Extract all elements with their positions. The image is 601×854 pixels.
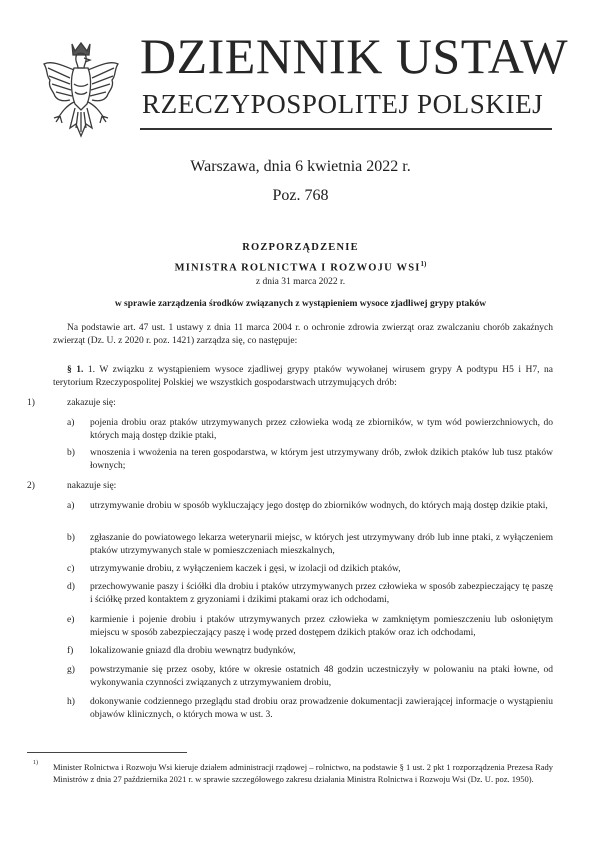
point-2-item-f: lokalizowanie gniazd dla drobiu wewnątrz budynków, bbox=[90, 646, 296, 656]
point-2-letter-d: d) bbox=[67, 582, 75, 592]
act-date: z dnia 31 marca 2022 r. bbox=[255, 277, 346, 287]
point-2-letter-e: e) bbox=[67, 615, 75, 625]
journal-title: DZIENNIK USTAW bbox=[140, 28, 569, 84]
point-2-letter-a: a) bbox=[67, 501, 75, 511]
point-2-letter-b: b) bbox=[67, 533, 75, 543]
point-2-item-h: dokonywanie codziennego przeglądu stad drobiu oraz prowadzenie dokumentacji zawierającej informacje o wystąpieniu objawów klinicznych, o których mowa w ust. 3. bbox=[90, 697, 553, 720]
footnote-mark: 1) bbox=[33, 760, 38, 766]
footnote-text: Minister Rolnictwa i Rozwoju Wsi kieruje działem administracji rządowej – rolnictwo, na podstawie § 1 ust. 2 pkt 1 rozporządzenia Prezesa Rady Ministrów z dnia 27 października 2021 r. w sprawie szczegółowego zakresu działania Ministra Rolnictwa i Rozwoju Wsi (Dz. U. poz. 1950). bbox=[53, 762, 553, 784]
point-2-item-c: utrzymywanie drobiu, z wyłączeniem kaczek i gęsi, w izolacji od dzikich ptaków, bbox=[90, 564, 401, 574]
point-2-item-b: zgłaszanie do powiatowego lekarza weterynarii miejsc, w których jest utrzymywany drób lub inne ptaki, z wyłączeniem ptaków utrzymywanych stale w pomieszczeniach mieszkalnych, bbox=[90, 533, 553, 556]
issue-date: Warszawa, dnia 6 kwietnia 2022 r. bbox=[190, 158, 411, 175]
section-1-intro-text: 1. W związku z wystąpieniem wysoce zjadliwej grypy ptaków wywołanej wirusem grypy A podtypu H5 i H7, na terytorium Rzeczypospolitej Polskiej we wszystkich gospodarstwach utrzymujących drób: bbox=[53, 365, 554, 388]
point-2-letter-f: f) bbox=[67, 646, 74, 656]
act-issuer-text: MINISTRA ROLNICTWA I ROZWOJU WSI bbox=[174, 262, 421, 274]
point-1-letter-b: b) bbox=[67, 448, 75, 458]
point-2-item-e: karmienie i pojenie drobiu i ptaków utrzymywanych przez człowieka w zamkniętym pomieszczeniu lub osłoniętym miejscu w sposób zabezpieczający paszę i wodę przed dostępem dzikich ptaków oraz ich odchodami, bbox=[90, 615, 553, 638]
footnote-divider bbox=[27, 752, 187, 753]
preamble-paragraph: Na podstawie art. 47 ust. 1 ustawy z dnia 11 marca 2004 r. o ochronie zdrowia zwierząt oraz zwalczaniu chorób zakaźnych zwierząt (Dz. U. z 2020 r. poz. 1421) zarządza się, co następuje: bbox=[53, 323, 553, 346]
point-2-label: nakazuje się: bbox=[67, 481, 117, 491]
point-1-item-b: wnoszenia i wwożenia na teren gospodarstwa, w którym jest utrzymywany drób, zwłok dzikich ptaków lub tusz ptaków łownych; bbox=[90, 448, 553, 471]
act-issuer-heading bbox=[0, 257, 601, 276]
footnote-reference: 1) bbox=[420, 260, 427, 268]
point-1-letter-a: a) bbox=[67, 418, 75, 428]
point-1-number: 1) bbox=[27, 398, 35, 408]
masthead-divider bbox=[140, 128, 552, 130]
point-2-letter-g: g) bbox=[67, 665, 75, 675]
act-type-heading: ROZPORZĄDZENIE bbox=[242, 242, 359, 253]
section-1-label: § 1. bbox=[67, 365, 84, 375]
journal-subtitle: RZECZYPOSPOLITEJ POLSKIEJ bbox=[142, 89, 544, 119]
section-1-intro bbox=[53, 364, 553, 390]
point-2-item-d: przechowywanie paszy i ściółki dla drobiu i ptaków utrzymywanych przez człowieka w sposób zabezpieczający tę paszę i ściółkę przed kontaktem z gryzoniami i dzikimi ptakami oraz ich odchodami, bbox=[90, 582, 553, 605]
point-2-item-g: powstrzymanie się przez osoby, które w okresie ostatnich 48 godzin uczestniczyły w polowaniu na ptaki łowne, od wykonywania czynności związanych z utrzymywaniem drobiu, bbox=[90, 665, 553, 688]
point-1-label: zakazuje się: bbox=[67, 398, 116, 408]
point-2-letter-c: c) bbox=[67, 564, 75, 574]
polish-eagle-emblem-icon bbox=[40, 38, 122, 142]
issue-position: Poz. 768 bbox=[272, 187, 329, 204]
act-subject: w sprawie zarządzenia środków związanych z wystąpieniem wysoce zjadliwej grypy ptaków bbox=[114, 299, 487, 309]
point-2-item-a: utrzymywanie drobiu w sposób wykluczający jego dostęp do zbiorników wodnych, do których mają dostęp dzikie ptaki, bbox=[90, 501, 548, 511]
point-2-number: 2) bbox=[27, 481, 35, 491]
point-1-item-a: pojenia drobiu oraz ptaków utrzymywanych przez człowieka wodą ze zbiorników, w tym wód powierzchniowych, do których mają dostęp dzikie ptaki, bbox=[90, 418, 553, 441]
point-2-letter-h: h) bbox=[67, 697, 75, 707]
